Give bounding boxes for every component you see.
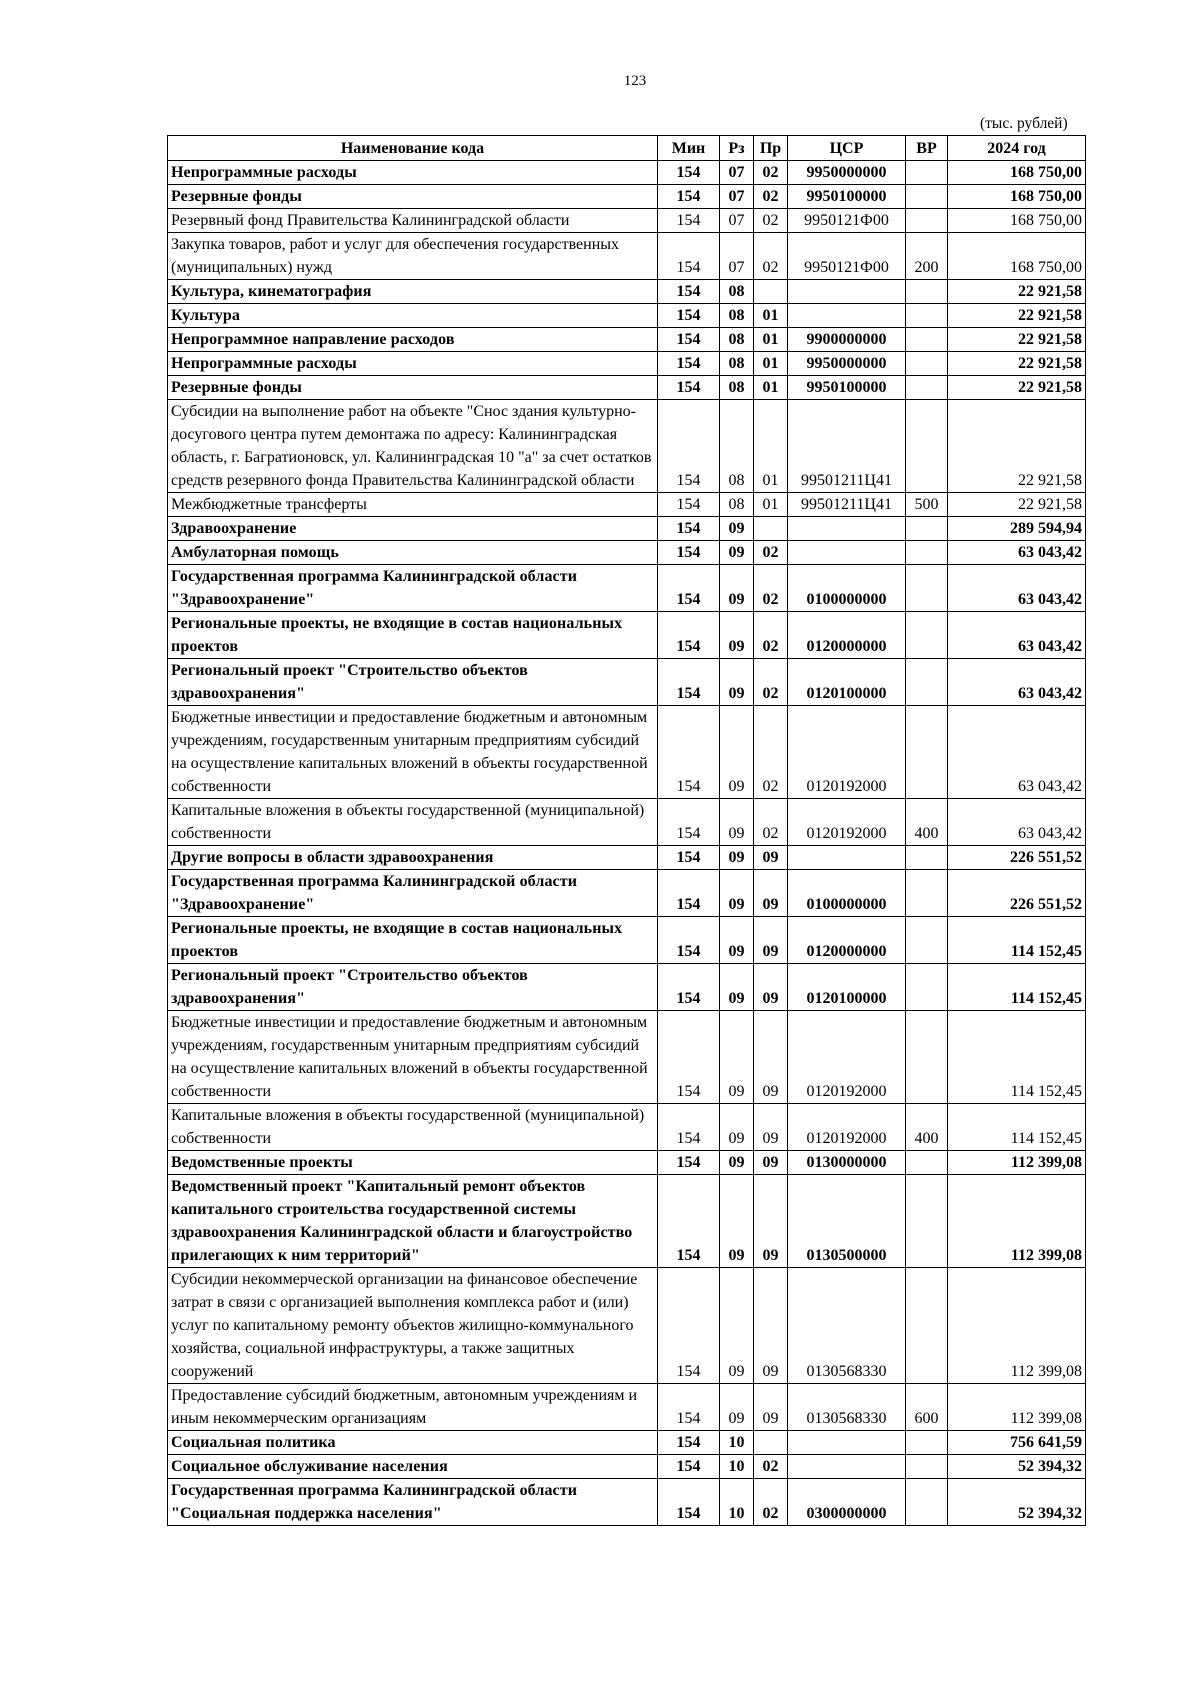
cell-sum: 114 152,45 — [948, 964, 1086, 1011]
header-vr: ВР — [906, 136, 948, 161]
cell-pr: 09 — [754, 1384, 788, 1431]
header-sum: 2024 год — [948, 136, 1086, 161]
table-row — [168, 1268, 1086, 1384]
cell-pr — [754, 517, 788, 541]
cell-pr: 02 — [754, 659, 788, 706]
cell-name: Непрограммные расходы — [168, 161, 658, 185]
cell-vr — [906, 565, 948, 612]
cell-name: Региональные проекты, не входящие в состав национальных проектов — [168, 612, 658, 659]
cell-sum: 22 921,58 — [948, 280, 1086, 304]
cell-name: Резервные фонды — [168, 185, 658, 209]
cell-rz: 07 — [720, 233, 754, 280]
cell-csr: 9950121Ф00 — [788, 233, 906, 280]
cell-name: Бюджетные инвестиции и предоставление бюджетным и автономным учреждениям, государственным унитарным предприятиям субсидий на осуществление капитальных вложений в объекты государственной собственности — [168, 706, 658, 799]
table-row — [168, 1431, 1086, 1455]
cell-name: Резервный фонд Правительства Калининградской области — [168, 209, 658, 233]
table-row — [168, 1151, 1086, 1175]
cell-sum: 756 641,59 — [948, 1431, 1086, 1455]
cell-min: 154 — [658, 1479, 720, 1526]
cell-min: 154 — [658, 161, 720, 185]
cell-name: Капитальные вложения в объекты государственной (муниципальной) собственности — [168, 799, 658, 846]
cell-csr — [788, 846, 906, 870]
cell-name: Государственная программа Калининградской области "Здравоохранение" — [168, 565, 658, 612]
cell-pr: 09 — [754, 870, 788, 917]
cell-sum: 52 394,32 — [948, 1479, 1086, 1526]
cell-name: Региональные проекты, не входящие в состав национальных проектов — [168, 917, 658, 964]
cell-min: 154 — [658, 1175, 720, 1268]
cell-rz: 07 — [720, 161, 754, 185]
cell-name: Субсидии некоммерческой организации на финансовое обеспечение затрат в связи с организацией выполнения комплекса работ и (или) услуг по капитальному ремонту объектов жилищно-коммунального хозяйства, социальной инфраструктуры, а также защитных сооружений — [168, 1268, 658, 1384]
table-row — [168, 493, 1086, 517]
cell-rz: 09 — [720, 1175, 754, 1268]
cell-vr — [906, 1268, 948, 1384]
cell-sum: 22 921,58 — [948, 328, 1086, 352]
header-pr: Пр — [754, 136, 788, 161]
cell-vr — [906, 964, 948, 1011]
cell-pr: 09 — [754, 917, 788, 964]
cell-vr — [906, 376, 948, 400]
cell-min: 154 — [658, 517, 720, 541]
cell-min: 154 — [658, 541, 720, 565]
cell-min: 154 — [658, 964, 720, 1011]
cell-rz: 09 — [720, 799, 754, 846]
cell-csr: 9950100000 — [788, 185, 906, 209]
table-row — [168, 964, 1086, 1011]
cell-csr: 99501211Ц41 — [788, 493, 906, 517]
table-body — [168, 161, 1086, 1526]
cell-sum: 22 921,58 — [948, 400, 1086, 493]
cell-csr: 0120100000 — [788, 659, 906, 706]
cell-min: 154 — [658, 1384, 720, 1431]
cell-min: 154 — [658, 352, 720, 376]
cell-pr: 01 — [754, 304, 788, 328]
cell-vr — [906, 846, 948, 870]
cell-rz: 07 — [720, 185, 754, 209]
cell-vr — [906, 517, 948, 541]
cell-csr: 0100000000 — [788, 565, 906, 612]
cell-csr: 9900000000 — [788, 328, 906, 352]
cell-min: 154 — [658, 659, 720, 706]
cell-sum: 226 551,52 — [948, 846, 1086, 870]
cell-min: 154 — [658, 1455, 720, 1479]
cell-rz: 09 — [720, 1011, 754, 1104]
cell-sum: 168 750,00 — [948, 185, 1086, 209]
cell-csr: 99501211Ц41 — [788, 400, 906, 493]
table-row — [168, 612, 1086, 659]
cell-name: Бюджетные инвестиции и предоставление бюджетным и автономным учреждениям, государственным унитарным предприятиям субсидий на осуществление капитальных вложений в объекты государственной собственности — [168, 1011, 658, 1104]
cell-pr: 09 — [754, 1175, 788, 1268]
cell-vr — [906, 1479, 948, 1526]
cell-vr: 200 — [906, 233, 948, 280]
cell-pr: 02 — [754, 706, 788, 799]
cell-csr — [788, 541, 906, 565]
cell-csr: 0120192000 — [788, 1104, 906, 1151]
cell-pr: 09 — [754, 1151, 788, 1175]
cell-min: 154 — [658, 304, 720, 328]
cell-vr — [906, 400, 948, 493]
table-row — [168, 233, 1086, 280]
table-row — [168, 1479, 1086, 1526]
cell-min: 154 — [658, 1011, 720, 1104]
cell-name: Государственная программа Калининградской области "Здравоохранение" — [168, 870, 658, 917]
table-row — [168, 328, 1086, 352]
cell-vr — [906, 328, 948, 352]
cell-vr — [906, 1455, 948, 1479]
cell-vr — [906, 541, 948, 565]
cell-csr: 0120100000 — [788, 964, 906, 1011]
cell-csr: 0120192000 — [788, 706, 906, 799]
table-row — [168, 541, 1086, 565]
table-row — [168, 185, 1086, 209]
cell-csr: 0130568330 — [788, 1268, 906, 1384]
cell-rz: 10 — [720, 1479, 754, 1526]
cell-vr — [906, 161, 948, 185]
cell-pr: 09 — [754, 1011, 788, 1104]
cell-csr — [788, 1431, 906, 1455]
cell-name: Межбюджетные трансферты — [168, 493, 658, 517]
cell-csr: 0130568330 — [788, 1384, 906, 1431]
cell-pr: 09 — [754, 1104, 788, 1151]
cell-pr — [754, 1431, 788, 1455]
cell-name: Резервные фонды — [168, 376, 658, 400]
table-row — [168, 1175, 1086, 1268]
cell-sum: 114 152,45 — [948, 1011, 1086, 1104]
cell-min: 154 — [658, 612, 720, 659]
cell-min: 154 — [658, 233, 720, 280]
cell-rz: 09 — [720, 1384, 754, 1431]
cell-min: 154 — [658, 565, 720, 612]
cell-vr — [906, 185, 948, 209]
units-label: (тыс. рублей) — [980, 115, 1068, 132]
cell-sum: 168 750,00 — [948, 209, 1086, 233]
cell-vr — [906, 304, 948, 328]
cell-csr: 9950121Ф00 — [788, 209, 906, 233]
cell-vr: 500 — [906, 493, 948, 517]
cell-csr: 0100000000 — [788, 870, 906, 917]
cell-vr — [906, 280, 948, 304]
cell-pr: 02 — [754, 1479, 788, 1526]
cell-rz: 08 — [720, 400, 754, 493]
cell-rz: 09 — [720, 964, 754, 1011]
cell-min: 154 — [658, 846, 720, 870]
cell-sum: 22 921,58 — [948, 376, 1086, 400]
cell-sum: 289 594,94 — [948, 517, 1086, 541]
header-csr: ЦСР — [788, 136, 906, 161]
cell-rz: 09 — [720, 565, 754, 612]
cell-pr: 09 — [754, 964, 788, 1011]
cell-pr: 02 — [754, 161, 788, 185]
table-row — [168, 1104, 1086, 1151]
cell-csr: 0120192000 — [788, 1011, 906, 1104]
cell-rz: 09 — [720, 1151, 754, 1175]
cell-min: 154 — [658, 376, 720, 400]
cell-name: Непрограммное направление расходов — [168, 328, 658, 352]
cell-csr: 0130500000 — [788, 1175, 906, 1268]
cell-rz: 08 — [720, 493, 754, 517]
header-name: Наименование кода — [168, 136, 658, 161]
cell-rz: 09 — [720, 659, 754, 706]
cell-sum: 112 399,08 — [948, 1151, 1086, 1175]
cell-min: 154 — [658, 1268, 720, 1384]
cell-rz: 09 — [720, 1104, 754, 1151]
cell-pr: 01 — [754, 352, 788, 376]
cell-csr — [788, 280, 906, 304]
cell-csr: 0120192000 — [788, 799, 906, 846]
table-header-row — [168, 136, 1086, 161]
cell-pr: 02 — [754, 185, 788, 209]
cell-vr — [906, 870, 948, 917]
cell-csr — [788, 304, 906, 328]
cell-min: 154 — [658, 1104, 720, 1151]
cell-pr: 01 — [754, 376, 788, 400]
cell-pr: 02 — [754, 1455, 788, 1479]
cell-name: Непрограммные расходы — [168, 352, 658, 376]
table-row — [168, 1384, 1086, 1431]
page-number: 123 — [623, 73, 647, 89]
cell-pr: 02 — [754, 209, 788, 233]
cell-name: Предоставление субсидий бюджетным, автономным учреждениям и иным некоммерческим организациям — [168, 1384, 658, 1431]
cell-pr: 02 — [754, 565, 788, 612]
cell-sum: 114 152,45 — [948, 917, 1086, 964]
cell-name: Амбулаторная помощь — [168, 541, 658, 565]
table-row — [168, 517, 1086, 541]
cell-csr — [788, 517, 906, 541]
cell-sum: 63 043,42 — [948, 541, 1086, 565]
cell-name: Социальное обслуживание населения — [168, 1455, 658, 1479]
cell-vr — [906, 659, 948, 706]
cell-rz: 09 — [720, 846, 754, 870]
cell-csr — [788, 1455, 906, 1479]
cell-sum: 63 043,42 — [948, 612, 1086, 659]
cell-rz: 09 — [720, 706, 754, 799]
cell-name: Другие вопросы в области здравоохранения — [168, 846, 658, 870]
cell-pr — [754, 280, 788, 304]
cell-rz: 09 — [720, 517, 754, 541]
cell-pr: 02 — [754, 541, 788, 565]
table-row — [168, 376, 1086, 400]
cell-sum: 63 043,42 — [948, 659, 1086, 706]
cell-min: 154 — [658, 1151, 720, 1175]
cell-sum: 168 750,00 — [948, 161, 1086, 185]
cell-min: 154 — [658, 799, 720, 846]
cell-vr: 400 — [906, 799, 948, 846]
table-row — [168, 280, 1086, 304]
cell-rz: 09 — [720, 541, 754, 565]
cell-name: Капитальные вложения в объекты государственной (муниципальной) собственности — [168, 1104, 658, 1151]
cell-csr: 0130000000 — [788, 1151, 906, 1175]
cell-rz: 09 — [720, 1268, 754, 1384]
table-row — [168, 400, 1086, 493]
cell-min: 154 — [658, 493, 720, 517]
table-row — [168, 565, 1086, 612]
cell-name: Закупка товаров, работ и услуг для обеспечения государственных (муниципальных) нужд — [168, 233, 658, 280]
cell-csr: 9950000000 — [788, 161, 906, 185]
cell-name: Государственная программа Калининградской области "Социальная поддержка населения" — [168, 1479, 658, 1526]
cell-pr: 09 — [754, 1268, 788, 1384]
cell-sum: 112 399,08 — [948, 1268, 1086, 1384]
cell-sum: 22 921,58 — [948, 352, 1086, 376]
cell-rz: 08 — [720, 328, 754, 352]
table-row — [168, 659, 1086, 706]
table-row — [168, 304, 1086, 328]
cell-csr: 0120000000 — [788, 917, 906, 964]
cell-sum: 52 394,32 — [948, 1455, 1086, 1479]
cell-min: 154 — [658, 917, 720, 964]
cell-name: Субсидии на выполнение работ на объекте "Снос здания культурно-досугового центра путем демонтажа по адресу: Калининградская область, г. Багратионовск, ул. Калининградская 10 "а" за счет остатков средств резервного фонда Правительства Калининградской области — [168, 400, 658, 493]
cell-csr: 0300000000 — [788, 1479, 906, 1526]
cell-vr — [906, 352, 948, 376]
cell-min: 154 — [658, 1431, 720, 1455]
table-row — [168, 352, 1086, 376]
cell-rz: 09 — [720, 612, 754, 659]
cell-vr — [906, 612, 948, 659]
table-row — [168, 161, 1086, 185]
cell-rz: 09 — [720, 917, 754, 964]
cell-sum: 168 750,00 — [948, 233, 1086, 280]
cell-rz: 09 — [720, 870, 754, 917]
cell-name: Культура — [168, 304, 658, 328]
cell-name: Ведомственный проект "Капитальный ремонт объектов капитального строительства государственной системы здравоохранения Калининградской области и благоустройство прилегающих к ним территорий" — [168, 1175, 658, 1268]
table-row — [168, 799, 1086, 846]
table-row — [168, 1011, 1086, 1104]
cell-vr — [906, 1151, 948, 1175]
budget-table — [167, 135, 1086, 1526]
cell-csr: 9950100000 — [788, 376, 906, 400]
cell-name: Здравоохранение — [168, 517, 658, 541]
table-row — [168, 870, 1086, 917]
cell-pr: 02 — [754, 233, 788, 280]
cell-sum: 63 043,42 — [948, 706, 1086, 799]
cell-sum: 63 043,42 — [948, 565, 1086, 612]
table-row — [168, 209, 1086, 233]
cell-vr — [906, 706, 948, 799]
cell-vr — [906, 1175, 948, 1268]
cell-rz: 10 — [720, 1431, 754, 1455]
cell-sum: 22 921,58 — [948, 493, 1086, 517]
table-row — [168, 846, 1086, 870]
cell-name: Социальная политика — [168, 1431, 658, 1455]
cell-rz: 08 — [720, 352, 754, 376]
cell-pr: 01 — [754, 493, 788, 517]
cell-vr: 400 — [906, 1104, 948, 1151]
cell-sum: 63 043,42 — [948, 799, 1086, 846]
cell-pr: 01 — [754, 328, 788, 352]
cell-name: Ведомственные проекты — [168, 1151, 658, 1175]
cell-rz: 10 — [720, 1455, 754, 1479]
cell-vr — [906, 917, 948, 964]
table-row — [168, 1455, 1086, 1479]
cell-pr: 09 — [754, 846, 788, 870]
cell-csr: 0120000000 — [788, 612, 906, 659]
cell-name: Региональный проект "Строительство объектов здравоохранения" — [168, 659, 658, 706]
cell-name: Региональный проект "Строительство объектов здравоохранения" — [168, 964, 658, 1011]
cell-min: 154 — [658, 706, 720, 799]
cell-vr — [906, 1011, 948, 1104]
cell-csr: 9950000000 — [788, 352, 906, 376]
table-row — [168, 706, 1086, 799]
cell-rz: 08 — [720, 304, 754, 328]
header-min: Мин — [658, 136, 720, 161]
cell-name: Культура, кинематография — [168, 280, 658, 304]
cell-rz: 07 — [720, 209, 754, 233]
cell-min: 154 — [658, 328, 720, 352]
cell-sum: 112 399,08 — [948, 1175, 1086, 1268]
cell-sum: 22 921,58 — [948, 304, 1086, 328]
cell-min: 154 — [658, 185, 720, 209]
table-row — [168, 917, 1086, 964]
cell-vr: 600 — [906, 1384, 948, 1431]
cell-sum: 114 152,45 — [948, 1104, 1086, 1151]
cell-rz: 08 — [720, 280, 754, 304]
cell-min: 154 — [658, 400, 720, 493]
cell-pr: 02 — [754, 799, 788, 846]
cell-pr: 02 — [754, 612, 788, 659]
cell-sum: 112 399,08 — [948, 1384, 1086, 1431]
cell-vr — [906, 209, 948, 233]
cell-min: 154 — [658, 280, 720, 304]
cell-rz: 08 — [720, 376, 754, 400]
cell-min: 154 — [658, 209, 720, 233]
cell-sum: 226 551,52 — [948, 870, 1086, 917]
cell-min: 154 — [658, 870, 720, 917]
cell-pr: 01 — [754, 400, 788, 493]
header-rz: Рз — [720, 136, 754, 161]
cell-vr — [906, 1431, 948, 1455]
